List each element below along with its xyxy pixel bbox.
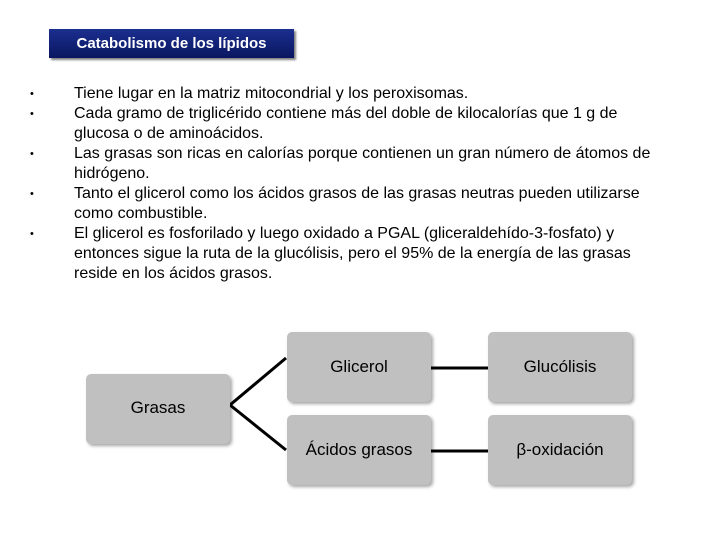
grasas-label: Grasas (130, 398, 186, 417)
branch-connector (230, 358, 286, 450)
glicerol-box (287, 332, 431, 402)
acidos-grasos-box (287, 415, 431, 485)
beta-oxidacion-box (488, 415, 632, 485)
acidos-grasos-label: Ácidos grasos (305, 440, 413, 459)
glucolisis-box (488, 332, 632, 402)
beta-oxidacion-label: β-oxidación (516, 440, 604, 459)
bullet-item: • Cada gramo de triglicérido contiene más del doble de kilocalorías que 1 g de glucosa o de aminoácidos. (30, 104, 670, 144)
glucolisis-label: Glucólisis (523, 357, 597, 376)
bullet-item: • El glicerol es fosforilado y luego oxidado a PGAL (gliceraldehído-3-fosfato) y entonces sigue la ruta de la glucólisis, pero el 95% de la energía de las grasas reside en los ácidos grasos. (30, 224, 670, 284)
bullet-item: • Tanto el glicerol como los ácidos grasos de las grasas neutras pueden utilizarse como combustible. (30, 184, 670, 224)
slide-title: Catabolismo de los lípidos (49, 29, 294, 58)
bullet-item: • Tiene lugar en la matriz mitocondrial y los peroxisomas. (30, 84, 670, 104)
grasas-box (86, 374, 230, 444)
glicerol-label: Glicerol (330, 357, 388, 376)
bullet-item: • Las grasas son ricas en calorías porque contienen un gran número de átomos de hidrógeno. (30, 144, 670, 184)
